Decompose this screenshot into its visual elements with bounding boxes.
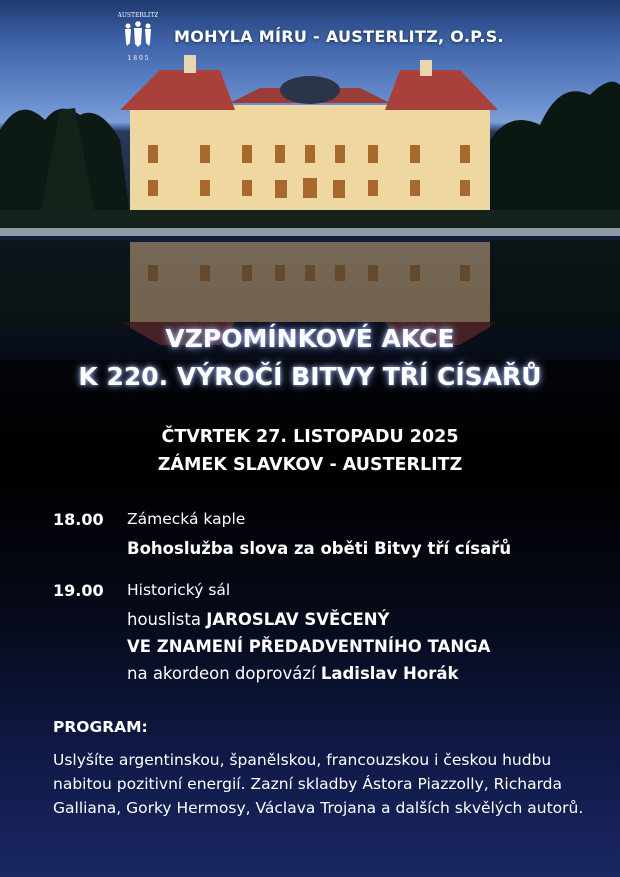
- event-title: [0, 320, 620, 396]
- performer-prefix: houslista: [127, 610, 207, 629]
- accompanist-name: Ladislav Horák: [320, 664, 459, 683]
- schedule-time: 18.00: [53, 510, 104, 529]
- logo-caption-bottom: 1 8 0 5: [127, 55, 149, 62]
- performer-line: [127, 606, 389, 633]
- brand-header: [118, 10, 504, 62]
- schedule-title: Bohoslužba slova za oběti Bitvy tří císařů: [127, 539, 512, 558]
- organization-name: MOHYLA MÍRU - AUSTERLITZ, O.P.S.: [174, 26, 504, 46]
- program-description: Uslyšíte argentinskou, španělskou, francouzskou i českou hudbu nabitou pozitivní energií. Zazní skladby Ástora Piazzolly, Richarda Galliana, Gorky Hermosy, Václava Trojana a dalších skvělých autorů.: [53, 751, 584, 817]
- concert-title: VE ZNAMENÍ PŘEDADVENTNÍHO TANGA: [127, 637, 491, 656]
- accompanist-line: [127, 660, 458, 687]
- title-line-2: K 220. VÝROČÍ BITVY TŘÍ CÍSAŘŮ: [78, 362, 542, 391]
- event-date: ČTVRTEK 27. LISTOPADU 2025: [161, 427, 459, 447]
- logo-caption-top: AUSTERLITZ: [118, 12, 158, 19]
- accompanist-prefix: na akordeon doprovází: [127, 664, 321, 683]
- event-place: ZÁMEK SLAVKOV - AUSTERLITZ: [157, 455, 463, 475]
- schedule-venue: Historický sál: [127, 581, 231, 599]
- organization-logo: [118, 10, 158, 62]
- performer-name: JAROSLAV SVĚCENÝ: [206, 610, 390, 629]
- schedule-time: 19.00: [53, 581, 104, 600]
- title-line-1: VZPOMÍNKOVÉ AKCE: [165, 324, 455, 353]
- schedule-venue: Zámecká kaple: [127, 510, 246, 528]
- program-heading: PROGRAM:: [53, 718, 148, 736]
- event-subtitle: [0, 423, 620, 479]
